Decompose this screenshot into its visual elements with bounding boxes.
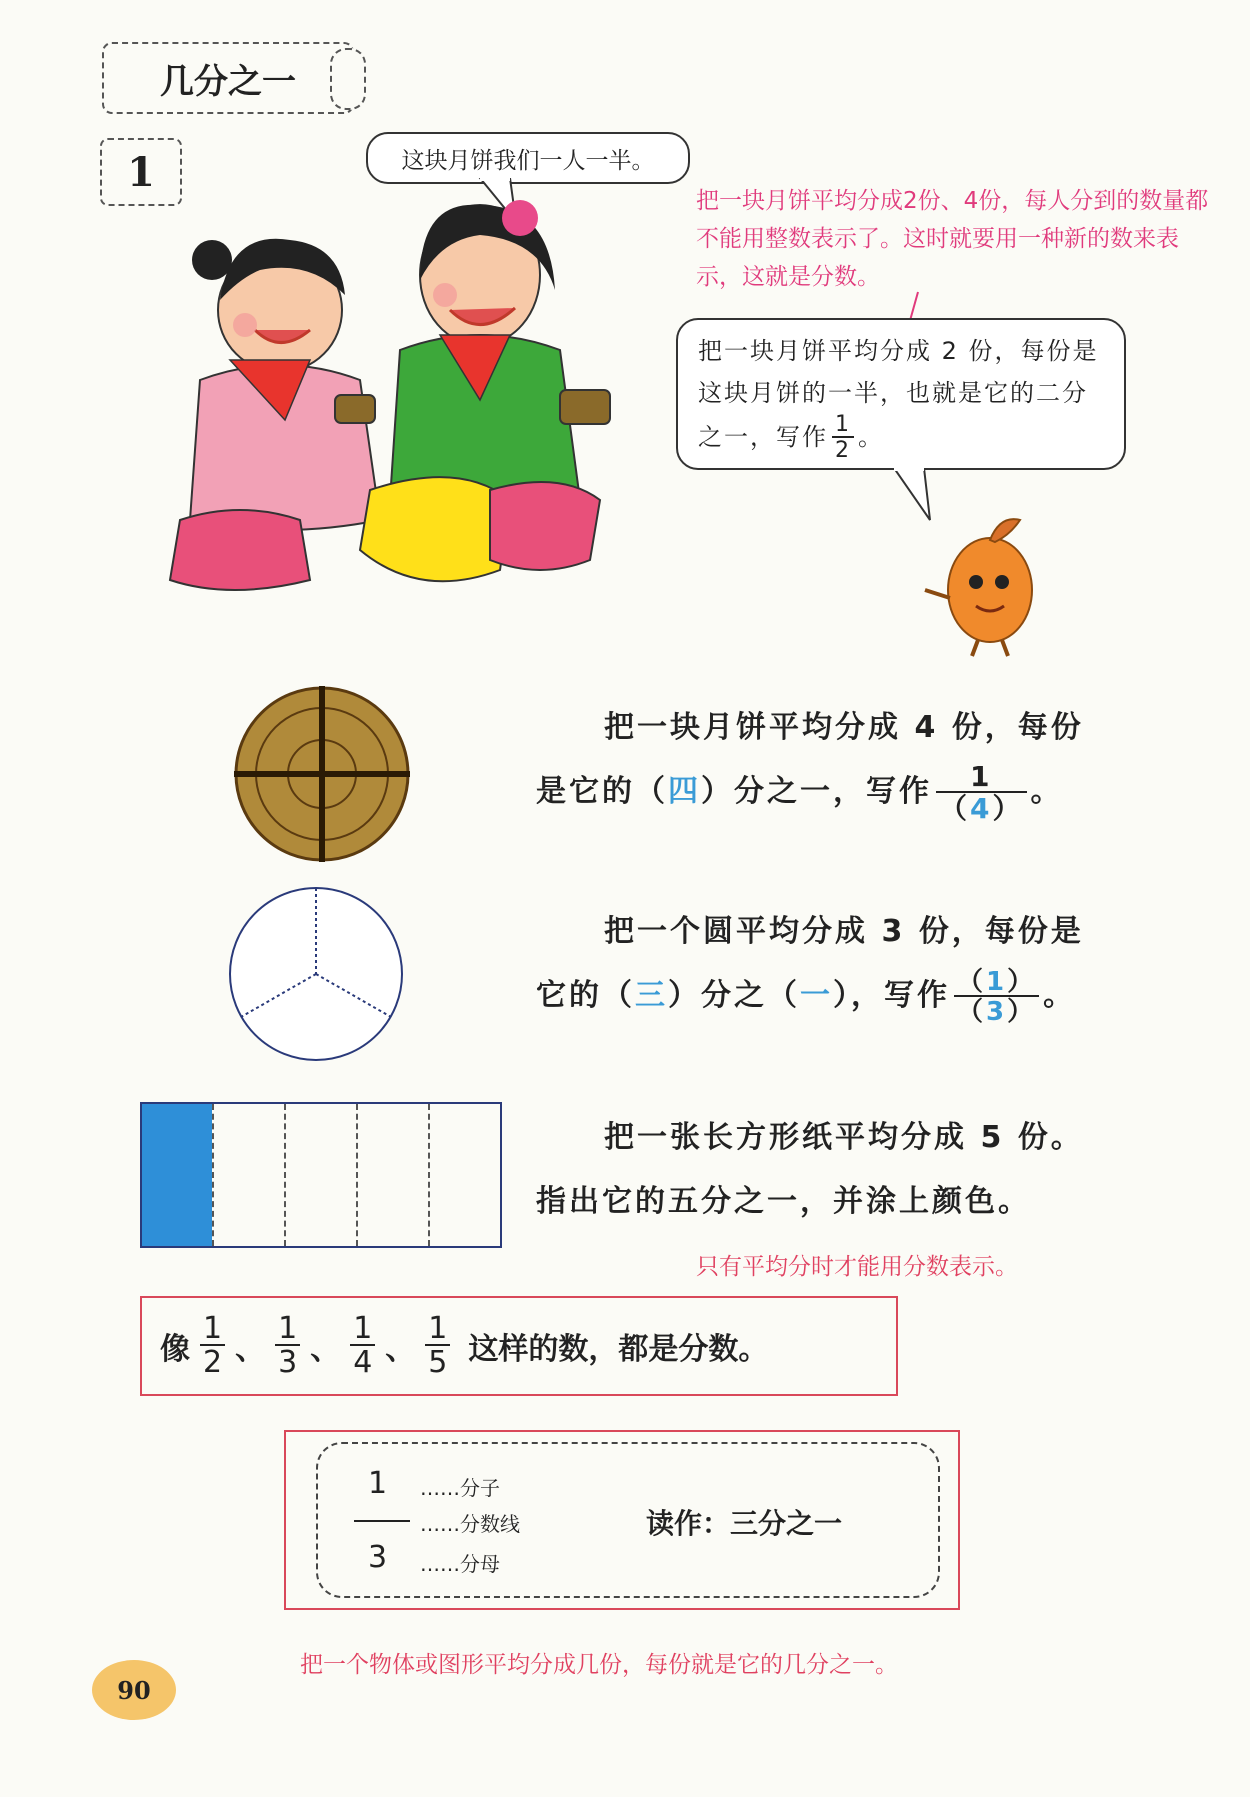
girl-speech-bubble bbox=[366, 132, 690, 184]
pink-note: 把一块月饼平均分成2份、4份，每人分到的数量都不能用整数表示了。这时就要用一种新的数来表示，这就是分数。 bbox=[696, 188, 1209, 290]
fraction-denominator: 2 bbox=[200, 1344, 225, 1378]
girl-speech-text: 这块月饼我们一人一半。 bbox=[401, 147, 655, 174]
fraction-line-label: 分数线 bbox=[460, 1512, 520, 1536]
mooncake-task-line1: 把一块月饼平均分成 4 份，每份 bbox=[604, 710, 1084, 745]
rect-task-line2: 指出它的五分之一，并涂上颜色。 bbox=[536, 1184, 1031, 1219]
definition-prefix: 像 bbox=[160, 1332, 190, 1367]
answer-three: 三 bbox=[635, 978, 668, 1013]
mooncake-four-parts bbox=[232, 684, 412, 864]
mooncake-task bbox=[536, 696, 1136, 824]
scroll-roll-decoration bbox=[330, 48, 366, 110]
empty-part bbox=[284, 1104, 356, 1246]
dots: …… bbox=[420, 1476, 460, 1500]
empty-part bbox=[428, 1104, 500, 1246]
mascot-speech-bubble bbox=[676, 318, 1126, 470]
girls-sharing-mooncake-illustration bbox=[160, 200, 680, 620]
fraction-denominator: （3） bbox=[954, 995, 1039, 1025]
fraction-definition-box bbox=[140, 1296, 898, 1396]
fraction-denominator: 2 bbox=[832, 436, 854, 462]
fraction-numerator: 1 bbox=[278, 1311, 298, 1346]
text-segment: 它的（ bbox=[536, 978, 635, 1013]
section-title: 几分之一 bbox=[102, 42, 354, 114]
example-number: 1 bbox=[100, 138, 182, 206]
read-as: 读作：三分之一 bbox=[646, 1507, 843, 1540]
circle-task-line1: 把一个圆平均分成 3 份，每份是 bbox=[604, 914, 1084, 949]
dots: …… bbox=[420, 1512, 460, 1536]
fraction-third bbox=[275, 1311, 300, 1380]
page-number: 90 bbox=[92, 1660, 176, 1720]
fraction-half bbox=[200, 1311, 225, 1380]
filled-part bbox=[142, 1104, 212, 1246]
separator: 、 bbox=[385, 1332, 416, 1367]
paren: （ bbox=[939, 791, 971, 825]
fraction-fourth bbox=[350, 1311, 375, 1380]
fraction-numerator: 1 bbox=[428, 1311, 448, 1346]
text-segment: ）分之（ bbox=[668, 978, 800, 1013]
mascot-character bbox=[920, 510, 1050, 660]
note-equal-division: 只有平均分时才能用分数表示。 bbox=[696, 1254, 1018, 1280]
fraction-one-fourth bbox=[936, 759, 1027, 825]
definition-suffix: 这样的数，都是分数。 bbox=[468, 1332, 769, 1367]
fraction-numerator: （1） bbox=[957, 966, 1037, 997]
separator: 、 bbox=[310, 1332, 341, 1367]
circle-task-line2 bbox=[536, 964, 1156, 1028]
denominator-label-row bbox=[420, 1548, 500, 1577]
text-segment: ），写作 bbox=[833, 978, 950, 1013]
fraction-denominator bbox=[936, 791, 1027, 823]
separator: 、 bbox=[235, 1332, 266, 1367]
answer-denominator: 4 bbox=[970, 791, 993, 825]
answer-numerator: 1 bbox=[986, 966, 1008, 997]
paren: ） bbox=[992, 791, 1024, 825]
text-segment: 是它的（ bbox=[536, 774, 668, 809]
text-segment: 。 bbox=[1043, 978, 1077, 1013]
answer-one: 一 bbox=[800, 978, 833, 1013]
empty-part bbox=[212, 1104, 284, 1246]
fraction-denominator: 4 bbox=[350, 1344, 375, 1378]
mascot-speech-text: 把一块月饼平均分成 2 份，每份是这块月饼的一半，也就是它的二分之一，写作 bbox=[698, 337, 1099, 451]
text-segment: 。 bbox=[1030, 774, 1064, 809]
rectangle-five-parts bbox=[140, 1102, 502, 1248]
mooncake-task-line2 bbox=[536, 760, 1136, 824]
dots: …… bbox=[420, 1552, 460, 1576]
circle-task bbox=[536, 900, 1156, 1028]
text-segment: ）分之一，写作 bbox=[701, 774, 932, 809]
fraction-one-third bbox=[954, 966, 1039, 1027]
circle-three-parts bbox=[224, 884, 408, 1064]
fraction-denominator: 5 bbox=[425, 1344, 450, 1378]
line-label-row bbox=[420, 1508, 520, 1537]
speech-end: 。 bbox=[858, 423, 884, 451]
summary-text: 把一个物体或图形平均分成几份，每份就是它的几分之一。 bbox=[300, 1652, 898, 1678]
parts-numerator: 1 bbox=[368, 1466, 388, 1501]
parts-fraction-line bbox=[354, 1520, 410, 1522]
numerator-label-row bbox=[420, 1472, 500, 1501]
fraction-one-half bbox=[832, 414, 854, 462]
fraction-numerator: 1 bbox=[970, 759, 993, 793]
empty-part bbox=[356, 1104, 428, 1246]
fraction-numerator: 1 bbox=[835, 412, 851, 437]
rect-task bbox=[536, 1106, 1156, 1234]
answer-four: 四 bbox=[668, 774, 701, 809]
parts-denominator: 3 bbox=[368, 1540, 388, 1575]
answer-denominator: 3 bbox=[986, 996, 1008, 1027]
fraction-numerator: 1 bbox=[203, 1311, 223, 1346]
fraction-numerator: 1 bbox=[353, 1311, 373, 1346]
denominator-label: 分母 bbox=[460, 1552, 500, 1576]
rect-task-line1: 把一张长方形纸平均分成 5 份。 bbox=[604, 1120, 1084, 1155]
fraction-fifth bbox=[425, 1311, 450, 1380]
fraction-denominator: 3 bbox=[275, 1344, 300, 1378]
numerator-label: 分子 bbox=[460, 1476, 500, 1500]
